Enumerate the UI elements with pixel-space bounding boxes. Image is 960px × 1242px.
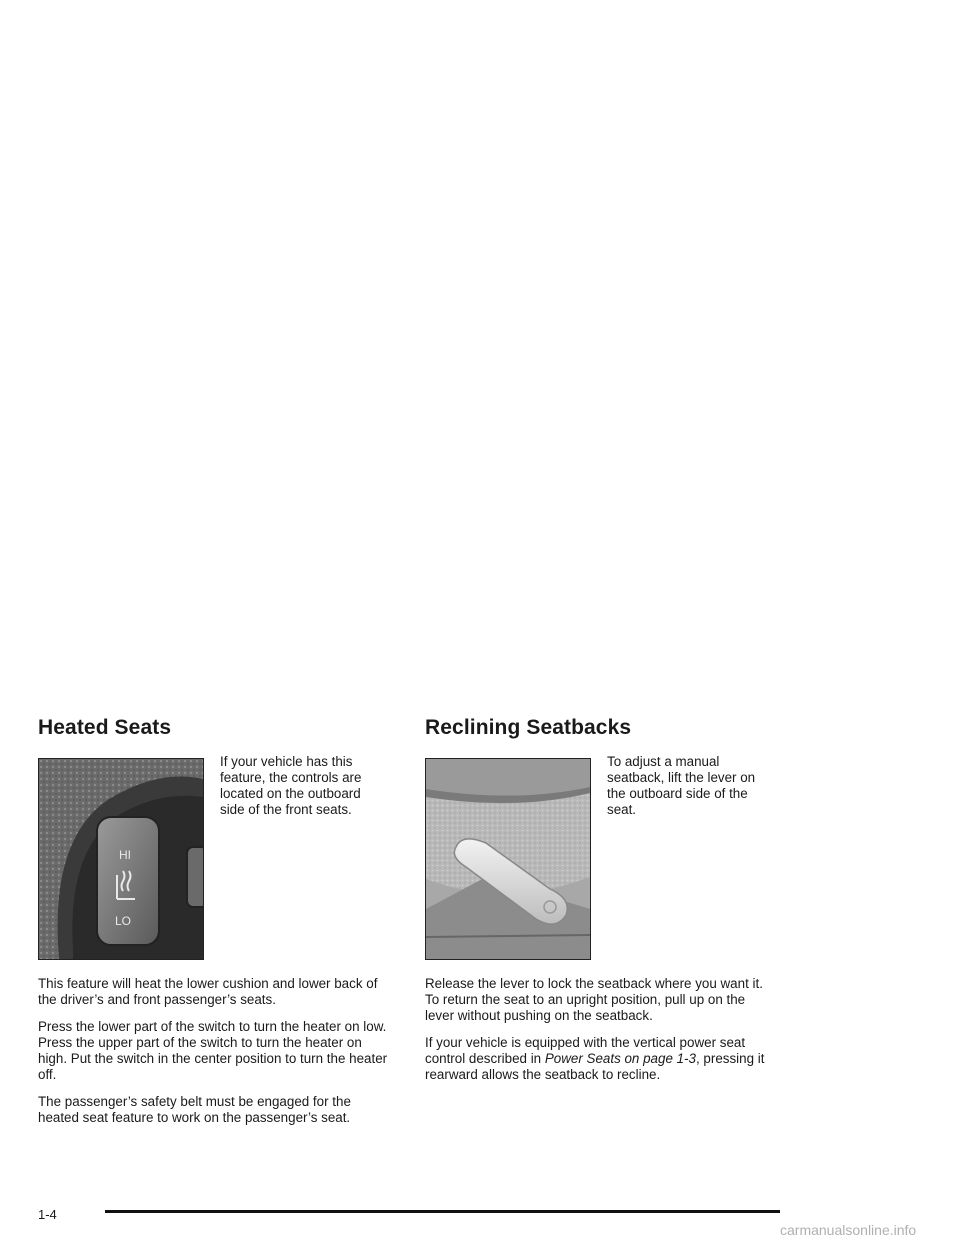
switch-hi-label: HI [119, 848, 131, 862]
heated-seats-paragraph-2: Press the lower part of the switch to turn the heater on low. Press the upper part of the switch to turn the heater on high. Put the switch in the center position to turn the heater off. [38, 1019, 388, 1082]
reclining-figure-row [425, 754, 777, 960]
reclining-seatbacks-heading: Reclining Seatbacks [425, 716, 632, 739]
heated-seats-side-text: If your vehicle has this feature, the controls are located on the outboard side of the front seats. [220, 754, 362, 817]
reclining-paragraph-2 [425, 1035, 777, 1083]
footer-rule [105, 1210, 780, 1213]
watermark: carmanualsonline.info [780, 1222, 917, 1238]
reclining-paragraph-2-end: , pressing it rearward allows the seatback to recline. [425, 1051, 765, 1082]
reclining-seatbacks-section [425, 716, 777, 1094]
heated-seats-paragraph-3: The passenger’s safety belt must be engaged for the heated seat feature to work on the passenger’s seat. [38, 1094, 351, 1125]
seatback-lever-photo [425, 758, 591, 960]
page-number: 1-4 [38, 1207, 57, 1222]
heated-seats-body [38, 976, 390, 1126]
reclining-paragraph-2-start: If your vehicle is equipped with the vertical power seat control described in [425, 1035, 746, 1066]
heated-seat-switch-photo [38, 758, 204, 960]
heated-seats-section [38, 716, 390, 1137]
switch-lo-label: LO [115, 914, 132, 928]
heated-seats-paragraph-1: This feature will heat the lower cushion and lower back of the driver’s and front passenger’s seats. [38, 976, 378, 1007]
heated-seats-figure-row [38, 754, 390, 960]
reclining-side-text: To adjust a manual seatback, lift the lever on the outboard side of the seat. [607, 754, 756, 817]
reclining-body [425, 976, 777, 1083]
heated-seats-heading: Heated Seats [38, 716, 172, 739]
power-seats-cross-reference-link[interactable]: Power Seats on page 1-3 [544, 1051, 696, 1066]
reclining-paragraph-1: Release the lever to lock the seatback where you want it. To return the seat to an upright position, pull up on the lever without pushing on the seatback. [425, 976, 763, 1023]
